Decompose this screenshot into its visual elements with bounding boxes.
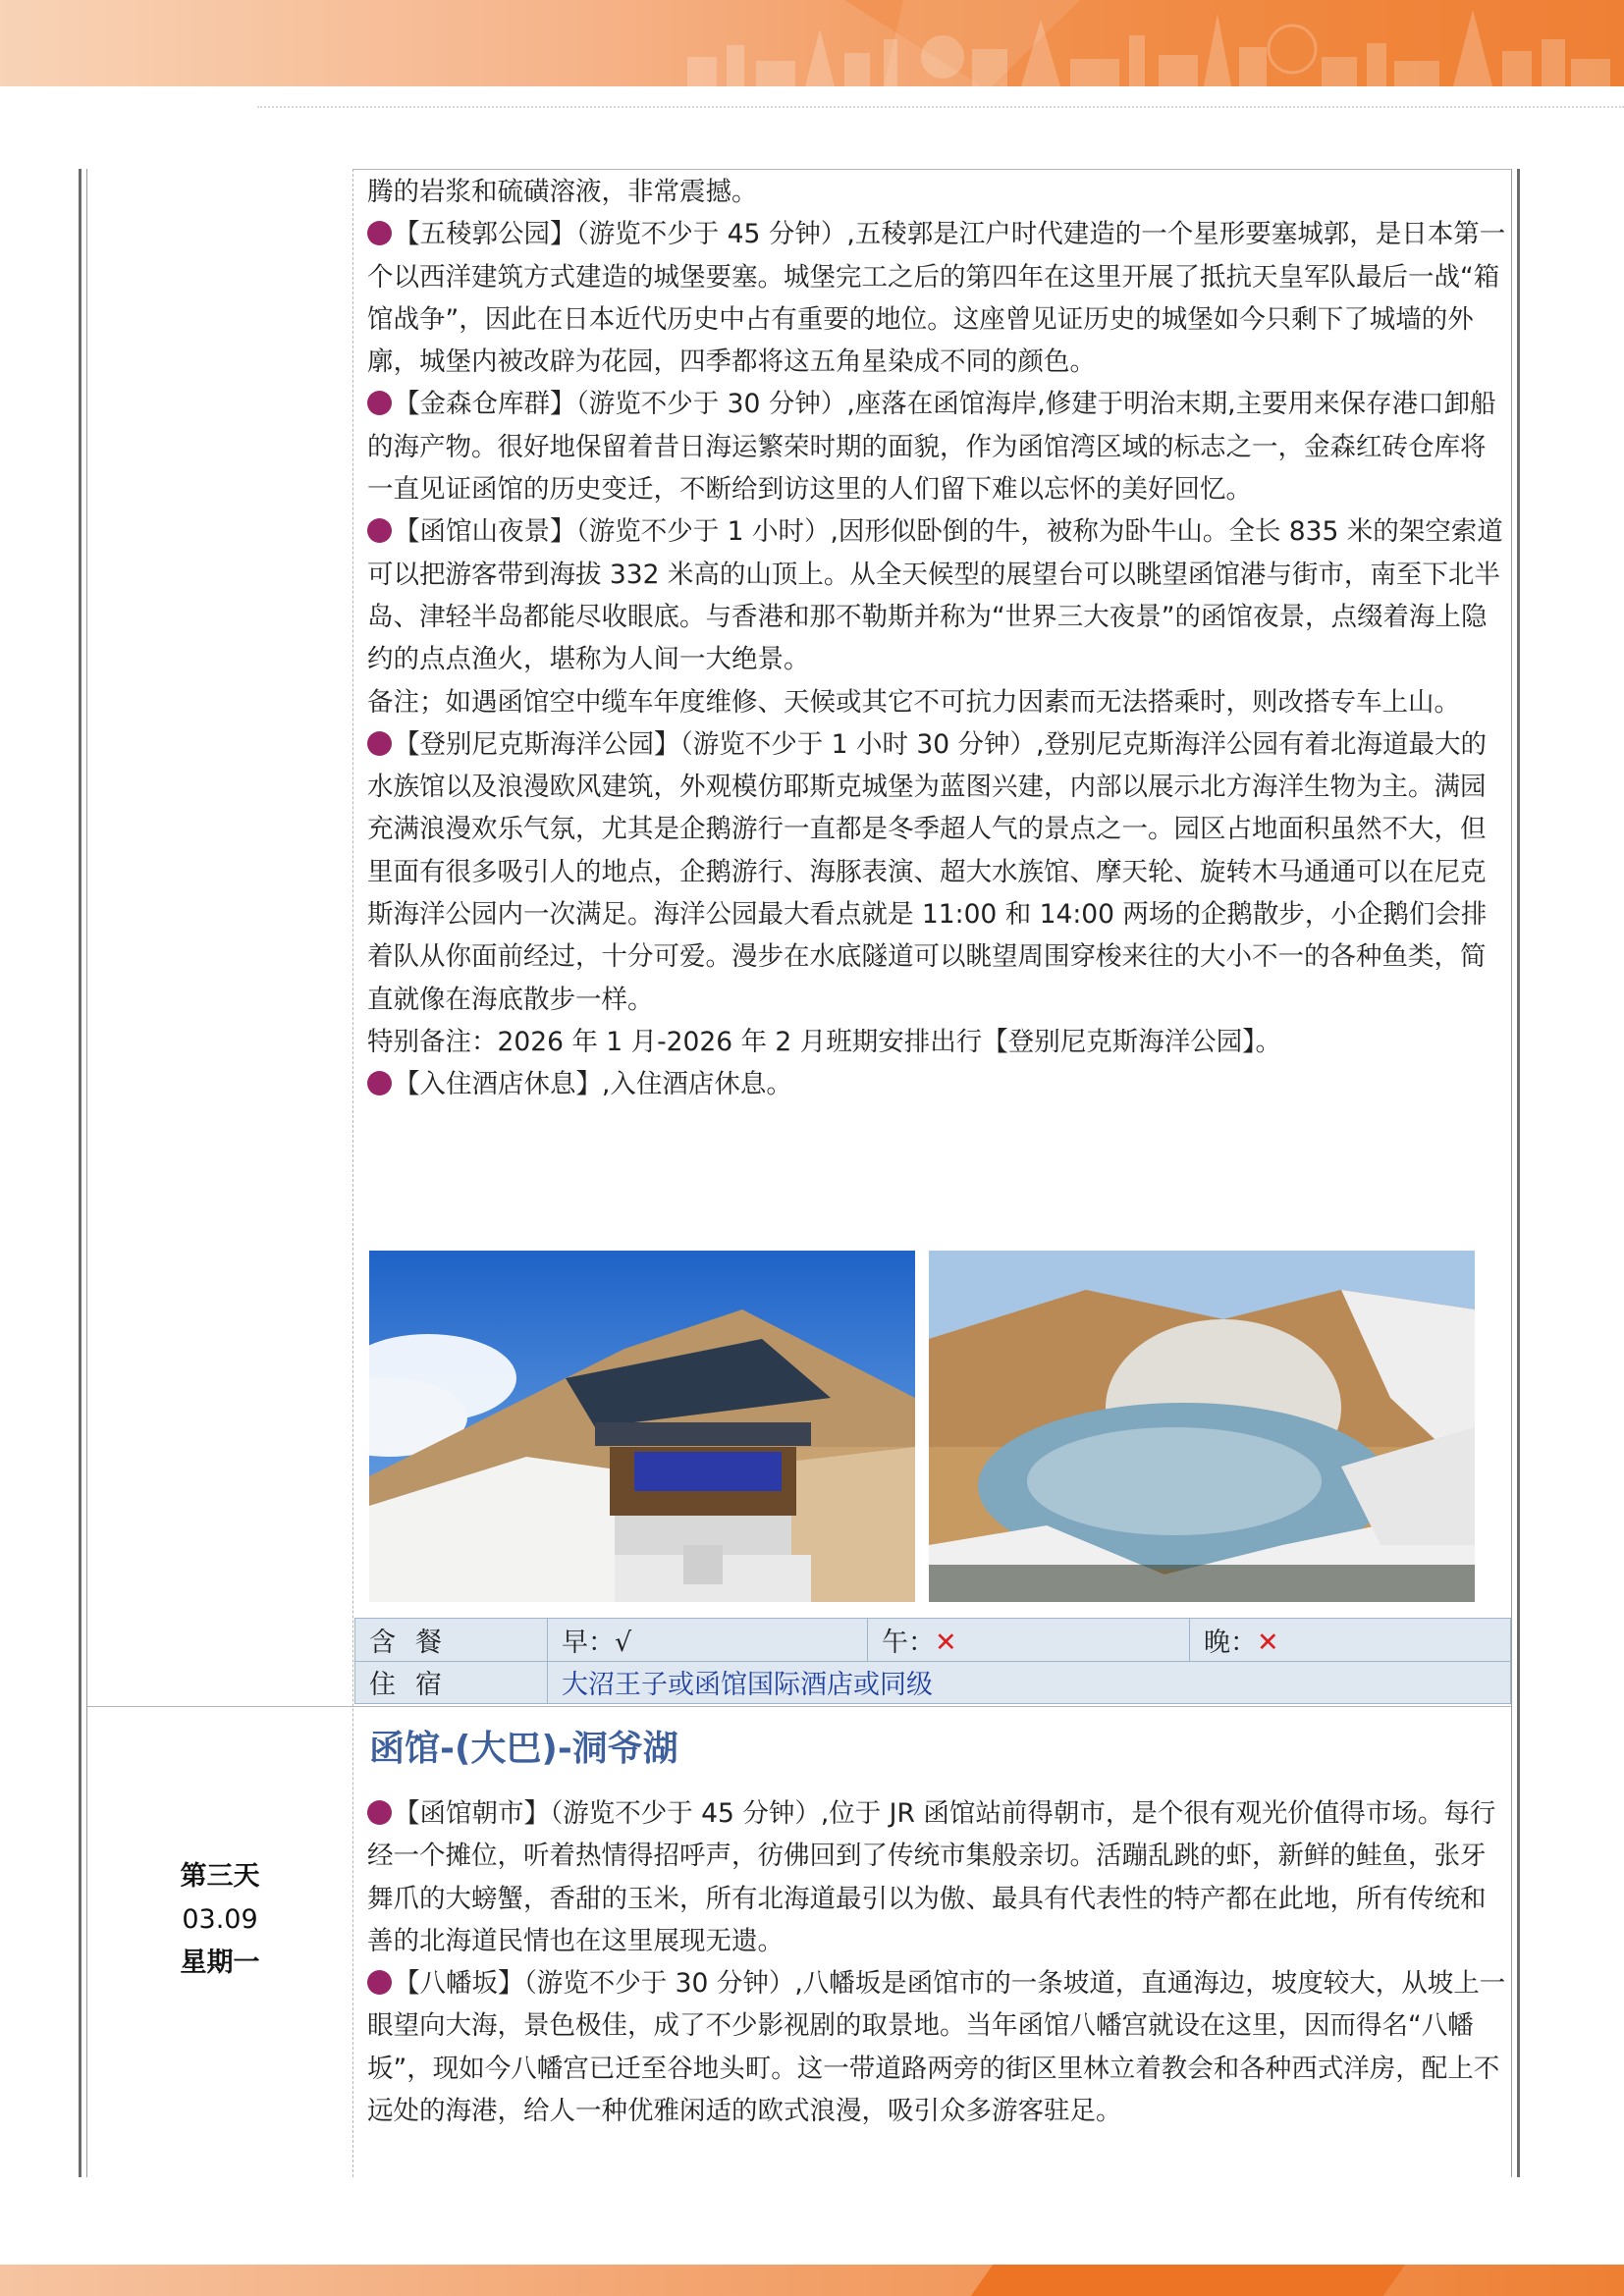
jigokudani-hot-spring-photo: [929, 1251, 1475, 1602]
bullet-dot-icon: [367, 1071, 392, 1095]
paragraph-hakodate-night-view: 【函馆山夜景】（游览不少于 1 小时）,因形似卧倒的牛，被称为卧牛山。全长 835 米的架空索道可以把游客带到海拔 332 米高的山顶上。从全天候型的展望台可以眺望函馆港与街市，南至下北半岛、津轻半岛都能尽收眼底。与香港和那不勒斯并称为“世界三大夜景”的函馆夜景，点缀着海上隐约的点点渔火，堪称为人间一大绝景。: [367, 516, 1503, 675]
cross-icon: ✕: [935, 1627, 957, 1658]
hotel-label: 住宿: [355, 1661, 548, 1704]
footer-banner: [0, 2265, 1624, 2296]
hotel-value: 大沼王子或函馆国际酒店或同级: [548, 1661, 1511, 1704]
paragraph-hotel-rest: 【入住酒店休息】,入住酒店休息。: [367, 1063, 1508, 1105]
day3-title: 函馆-(大巴)-洞爷湖: [369, 1729, 678, 1769]
day3-label: [88, 1855, 352, 1985]
day-date: 03.09: [182, 1904, 258, 1935]
bullet-dot-icon: [367, 391, 392, 415]
paragraph-hachiman-zaka: 【八幡坂】（游览不少于 30 分钟）,八幡坂是函馆市的一条坡道，直通海边，坡度较大，从坡上一眼望向大海，景色极佳，成了不少影视剧的取景地。当年函馆八幡宫就设在这里，因而得名“八幡坂”，现如今八幡宫已迁至谷地头町。这一带道路两旁的街区里林立着教会和各种西式洋房，配上不远处的海港，给人一种优雅闲适的欧式浪漫，吸引众多游客驻足。: [367, 1968, 1506, 2127]
paragraph-goryokaku: 【五稜郭公园】（游览不少于 45 分钟）,五稜郭是江户时代建造的一个星形要塞城郭，是日本第一个以西洋建筑方式建造的城堡要塞。城堡完工之后的第四年在这里开展了抵抗天皇军队最后一战“箱馆战争”，因此在日本近代历史中占有重要的地位。这座曾见证历史的城堡如今只剩下了城墙的外廓，城堡内被改辟为花园，四季都将这五角星染成不同的颜色。: [367, 219, 1506, 378]
day-separator: [87, 1706, 1511, 1707]
meals-label: 含餐: [355, 1619, 548, 1662]
paragraph: 腾的岩浆和硫磺溶液，非常震撼。: [367, 177, 758, 207]
header-dotted-rule: [257, 106, 1624, 108]
dinner-cell: 晚：✕: [1190, 1619, 1511, 1662]
meal-hotel-table: [354, 1618, 1511, 1704]
day-weekday: 星期一: [180, 1948, 260, 1978]
breakfast-cell: 早：√: [548, 1619, 868, 1662]
bullet-dot-icon: [367, 1800, 392, 1825]
day-number: 第三天: [180, 1861, 260, 1892]
shrine-snow-photo: [369, 1251, 915, 1602]
photo-gallery: [369, 1251, 1475, 1602]
paragraph-nixe-ocean-park: 【登别尼克斯海洋公园】（游览不少于 1 小时 30 分钟）,登别尼克斯海洋公园有着北海道最大的水族馆以及浪漫欧风建筑，外观模仿耶斯克城堡为蓝图兴建，内部以展示北方海洋生物为主。满园充满浪漫欢乐气氛，尤其是企鹅游行一直都是冬季超人气的景点之一。园区占地面积虽然不大，但里面有很多吸引人的地点，企鹅游行、海豚表演、超大水族馆、摩天轮、旋转木马通通可以在尼克斯海洋公园内一次满足。海洋公园最大看点就是 11:00 和 14:00 两场的企鹅散步，小企鹅们会排着队从你面前经过，十分可爱。漫步在水底隧道可以眺望周围穿梭来往的大小不一的各种鱼类，简直就像在海底散步一样。: [367, 728, 1488, 1015]
skyline-decoration: [0, 0, 1624, 86]
table-top-border: [352, 169, 1511, 170]
bullet-dot-icon: [367, 221, 392, 245]
lunch-cell: 午：✕: [868, 1619, 1190, 1662]
paragraph-morning-market: 【函馆朝市】（游览不少于 45 分钟）,位于 JR 函馆站前得朝市，是个很有观光价值得市场。每行经一个摊位，听着热情得招呼声，彷佛回到了传统市集般亲切。活蹦乱跳的虾，新鲜的鲑鱼，张牙舞爪的大螃蟹，香甜的玉米，所有北海道最引以为傲、最具有代表性的特产都在此地，所有传统和善的北海道民情也在这里展现无遗。: [367, 1798, 1496, 1956]
paragraph-special-note: 特别备注：2026 年 1 月-2026 年 2 月班期安排出行【登别尼克斯海洋公园】。: [367, 1026, 1281, 1057]
paragraph-kanemori: 【金森仓库群】（游览不少于 30 分钟）,座落在函馆海岸,修建于明治末期,主要用来保存港口卸船的海产物。很好地保留着昔日海运繁荣时期的面貌，作为函馆湾区域的标志之一，金森红砖仓库将一直见证函馆的历史变迁，不断给到访这里的人们留下难以忘怀的美好回忆。: [367, 389, 1496, 506]
column-divider: [352, 169, 353, 2177]
table-right-border: [1511, 169, 1520, 2177]
check-icon: √: [615, 1627, 632, 1658]
cross-icon: ✕: [1257, 1627, 1279, 1658]
day3-description: [367, 1792, 1508, 2132]
bullet-dot-icon: [367, 1970, 392, 1995]
hotel-row: [355, 1661, 1511, 1704]
header-banner: [0, 0, 1624, 86]
footer-stripe: [971, 2265, 1405, 2296]
day2-description: [367, 171, 1508, 1106]
bullet-dot-icon: [367, 731, 392, 756]
bullet-dot-icon: [367, 518, 392, 543]
paragraph-note: 备注；如遇函馆空中缆车年度维修、天候或其它不可抗力因素而无法搭乘时，则改搭专车上山。: [367, 686, 1460, 718]
meals-row: [355, 1619, 1511, 1662]
table-left-border: [79, 169, 87, 2177]
